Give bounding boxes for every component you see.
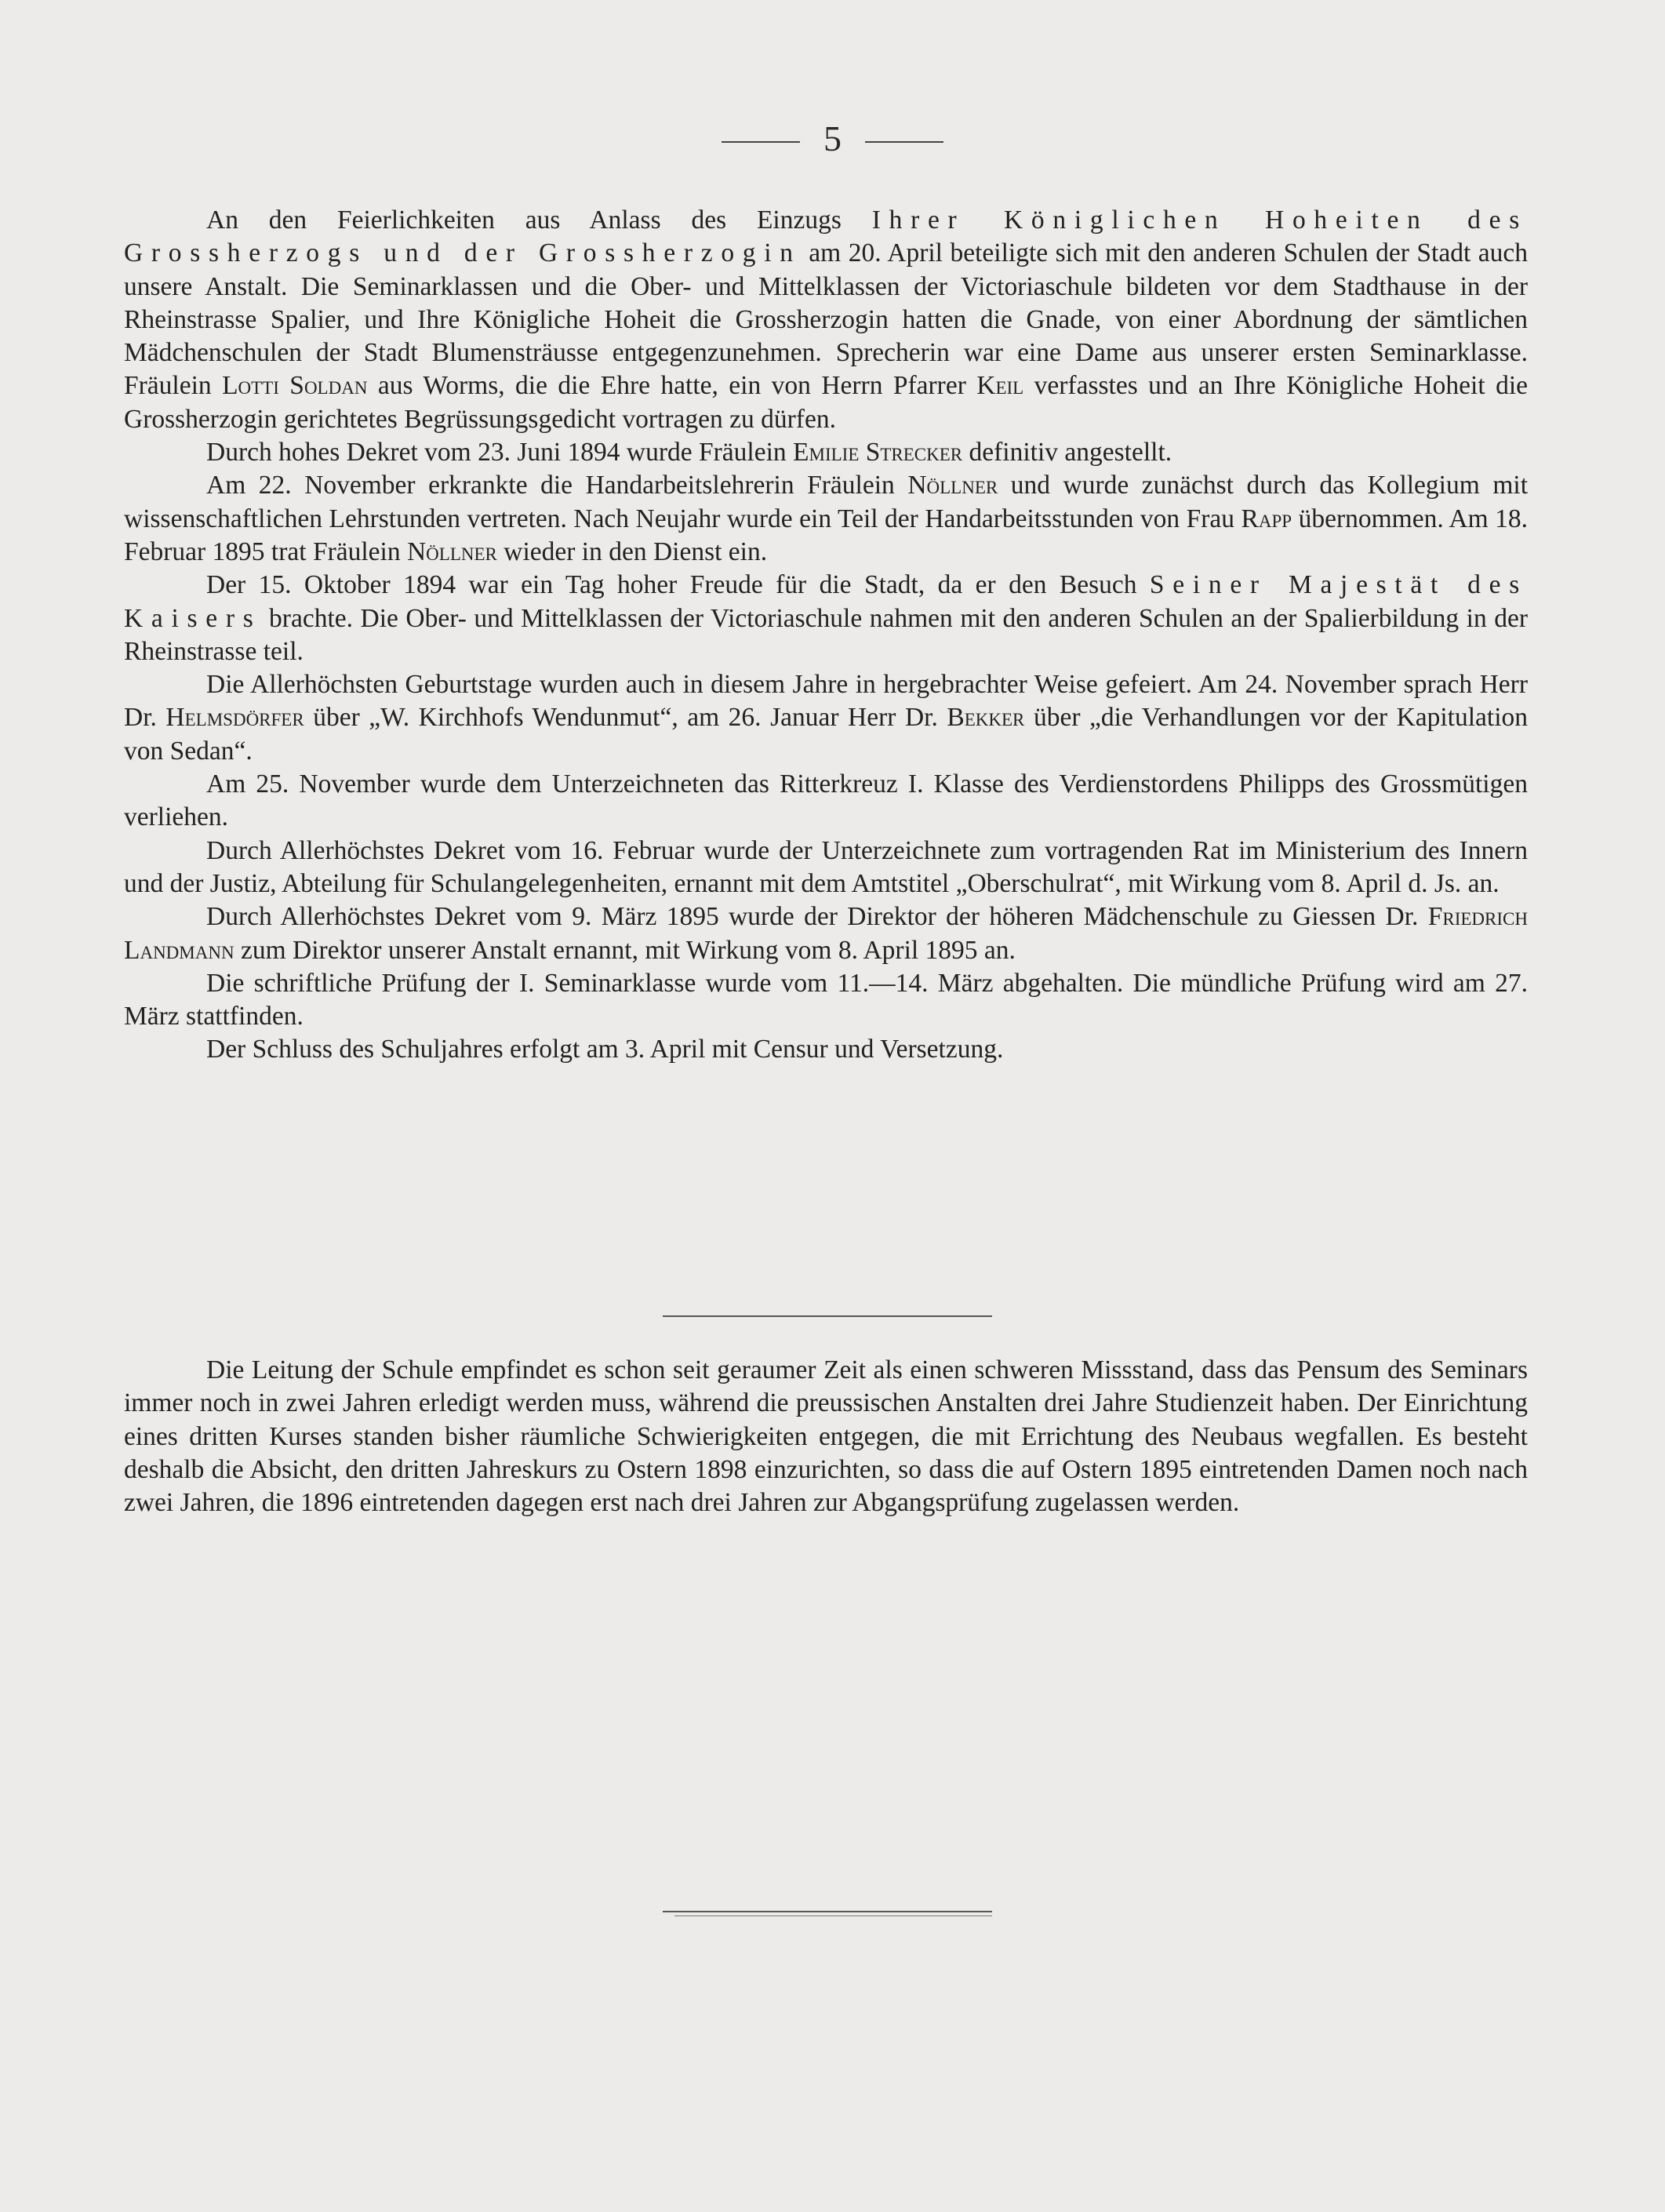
paragraph-strecker: Durch hohes Dekret vom 23. Juni 1894 wurde Fräulein Emilie Strecker definitiv angestellt. <box>206 438 1172 468</box>
paragraph-seminar-plan: Die Leitung der Schule empfindet es schon seit geraumer Zeit als einen schweren Missstand, dass das Pensum des Seminars immer noch in zwei Jahren erledigt werden muss, während die preussischen Anstalten drei Jahre Studienzeit haben. Der Einrichtung eines dritten Kurses standen bisher räumliche Schwierigkeiten entgegen, die mit Errichtung des Neubaus wegfallen. Es besteht deshalb die Absicht, den dritten Jahreskurs zu Ostern 1898 einzurichten, so dass die auf Ostern 1895 eintretenden Damen noch nach zwei Jahren, die 1896 eintretenden dagegen erst nach drei Jahren zur Abgangsprüfung zugelassen werden. <box>124 1355 1528 1518</box>
paragraph-landmann: Durch Allerhöchstes Dekret vom 9. März 1895 wurde der Direktor der höheren Mädchenschule zu Giessen Dr. Friedrich Landmann zum Direktor unserer Anstalt ernannt, mit Wirkung vom 8. April 1895 an. <box>124 902 1528 965</box>
end-divider-double <box>674 1915 992 1916</box>
end-divider <box>663 1911 992 1912</box>
paragraph-order: Am 25. November wurde dem Unterzeichneten das Ritterkreuz I. Klasse des Verdienstordens Philipps des Grossmütigen verliehen. <box>124 769 1528 832</box>
section-divider <box>663 1315 992 1317</box>
paragraph-examination: Die schriftliche Prüfung der I. Seminarklasse wurde vom 11.—14. März abgehalten. Die mündliche Prüfung wird am 27. März stattfinden. <box>124 968 1528 1031</box>
header-dash-left <box>722 141 800 143</box>
chronicle-section <box>124 204 1528 1067</box>
paragraph-festivities: An den Feierlichkeiten aus Anlass des Einzugs Ihrer Königlichen Hoheiten des Grossherzogs und der Grossherzogin am 20. April beteiligte sich mit den anderen Schulen der Stadt auch unsere Anstalt. Die Seminarklassen und die Ober- und Mittelklassen der Victoriaschule bildeten vor dem Stadthause in der Rheinstrasse Spalier, und Ihre Königliche Hoheit die Grossherzogin hatten die Gnade, von einer Abordnung der sämtlichen Mädchenschulen der Stadt Blumensträusse entgegenzunehmen. Sprecherin war eine Dame aus unserer ersten Seminarklasse. Fräulein Lotti Soldan aus Worms, die die Ehre hatte, ein von Herrn Pfarrer Keil verfasstes und an Ihre Königliche Hoheit die Grossherzogin gerichtetes Begrüssungsgedicht vortragen zu dürfen. <box>124 206 1529 434</box>
page-number: 5 <box>823 118 842 158</box>
paragraph-year-end: Der Schluss des Schuljahres erfolgt am 3. April mit Censur und Versetzung. <box>206 1035 1004 1064</box>
paragraph-noellner: Am 22. November erkrankte die Handarbeitslehrerin Fräulein Nöllner und wurde zunächst durch das Kollegium mit wissenschaftlichen Lehrstunden vertreten. Nach Neujahr wurde ein Teil der Handarbeitsstunden von Frau Rapp übernommen. Am 18. Februar 1895 trat Fräulein Nöllner wieder in den Dienst ein. <box>124 471 1528 566</box>
seminar-section <box>124 1354 1528 1519</box>
paragraph-birthdays: Die Allerhöchsten Geburtstage wurden auch in diesem Jahre in hergebrachter Weise gefeiert. Am 24. November sprach Herr Dr. Helmsdörfer über „W. Kirchhofs Wendunmut“, am 26. Januar Herr Dr. Bekker über „die Verhandlungen vor der Kapitulation von Sedan“. <box>124 670 1529 766</box>
paragraph-kaiser-visit: Der 15. Oktober 1894 war ein Tag hoher Freude für die Stadt, da er den Besuch Seiner Majestät des Kaisers brachte. Die Ober- und Mittelklassen der Victoriaschule nahmen mit den anderen Schulen an der Spalierbildung in der Rheinstrasse teil. <box>124 570 1528 666</box>
paragraph-oberschulrat: Durch Allerhöchstes Dekret vom 16. Februar wurde der Unterzeichnete zum vortragenden Rat im Ministerium des Innern und der Justiz, Abteilung für Schulangelegenheiten, ernannt mit dem Amtstitel „Oberschulrat“, mit Wirkung vom 8. April d. Js. an. <box>124 835 1528 898</box>
header-dash-right <box>865 141 943 143</box>
page-number-header <box>0 118 1665 159</box>
